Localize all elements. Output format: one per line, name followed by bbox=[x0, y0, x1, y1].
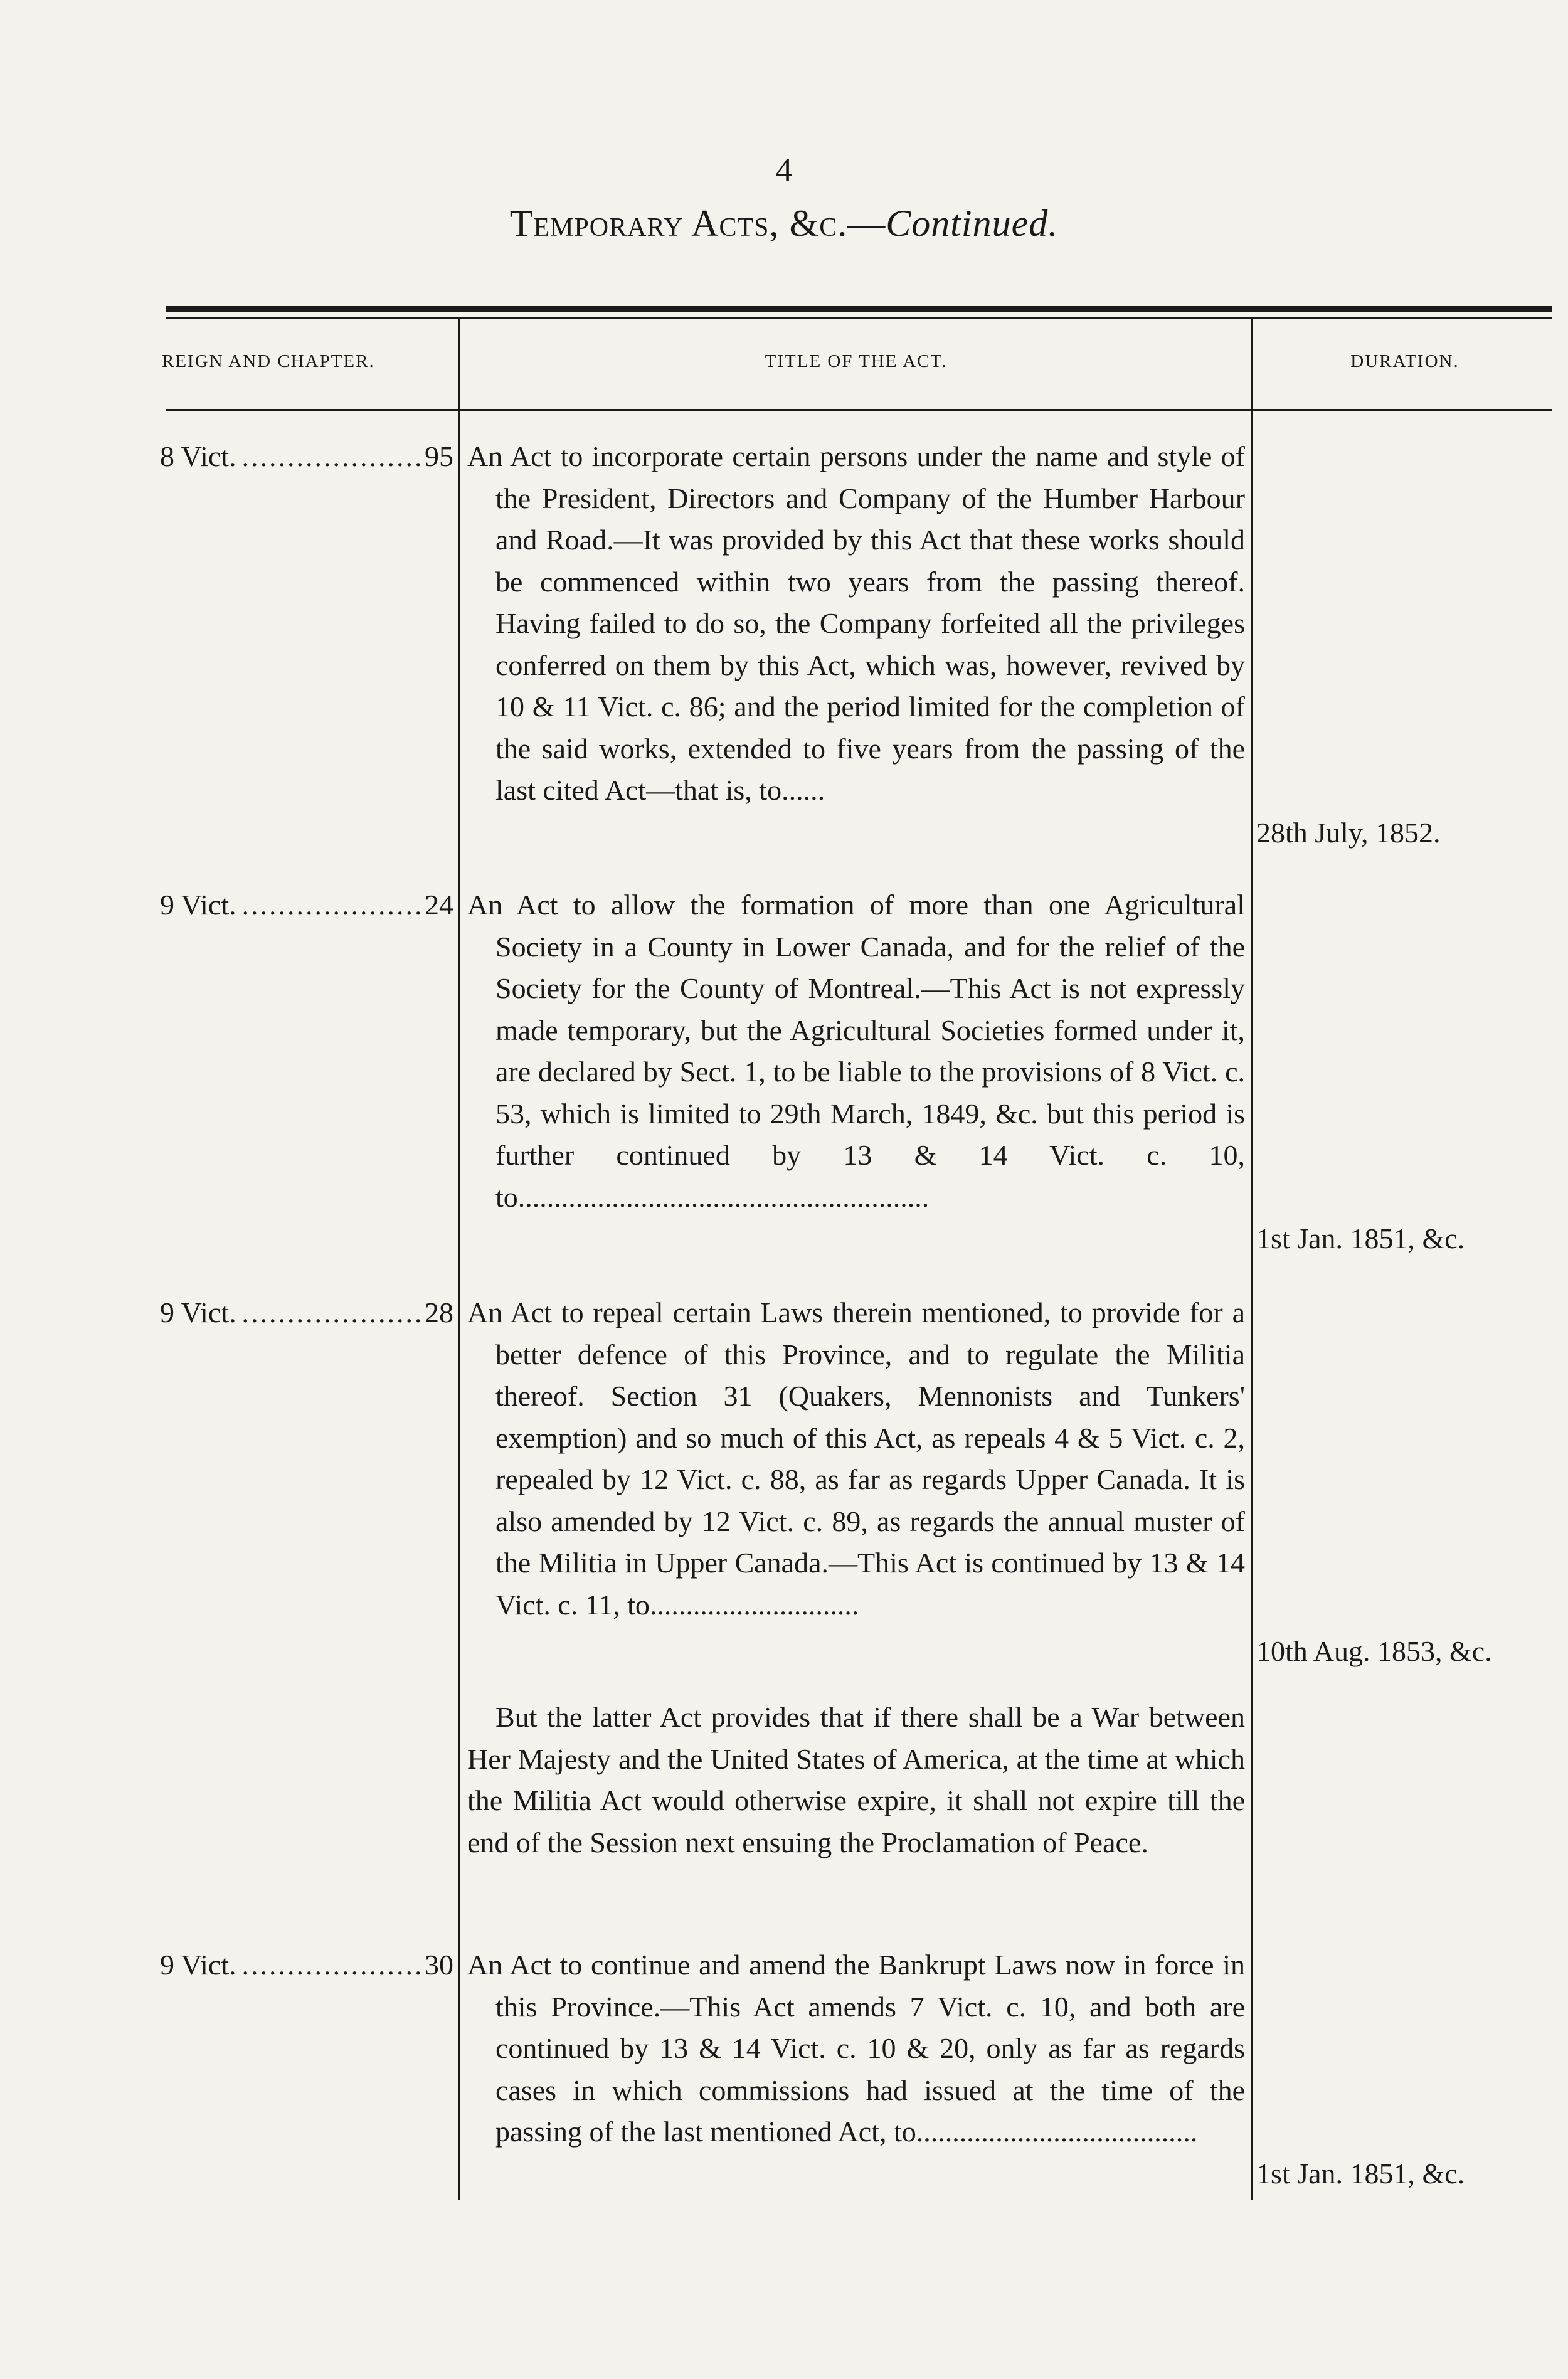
chapter-number: 28 bbox=[422, 1292, 453, 1334]
column-divider-right bbox=[1251, 319, 1253, 2200]
column-header-reign: REIGN AND CHAPTER. bbox=[162, 351, 375, 371]
act-title: An Act to incorporate certain persons under the name and style of the President, Directors and Company of the Humber Harbour and Road.—It was provided by this Act that these works should be commenced within two years from the passing thereof. Having failed to do so, the Company forfeited all the privileges conferred on them by this Act, which was, however, revived by 10 & 11 Vict. c. 86; and the period limited for the completion of the said works, extended to five years from the passing of the last cited Act—that is, to...... bbox=[467, 440, 1245, 806]
running-title-continued: Continued. bbox=[886, 203, 1059, 244]
running-title bbox=[0, 202, 1568, 245]
reign-cell bbox=[160, 436, 453, 478]
duration-cell: 1st Jan. 1851, &c. bbox=[1256, 1222, 1465, 1254]
duration-cell: 28th July, 1852. bbox=[1256, 817, 1441, 849]
chapter-number: 24 bbox=[422, 884, 453, 926]
duration-cell: 1st Jan. 1851, &c. bbox=[1256, 2158, 1465, 2190]
page-number: 4 bbox=[775, 151, 793, 189]
duration-cell: 10th Aug. 1853, &c. bbox=[1256, 1635, 1492, 1667]
top-thick-rule bbox=[166, 306, 1552, 312]
column-divider-left bbox=[458, 319, 460, 2200]
reign-name: 9 Vict. bbox=[160, 889, 239, 921]
top-thin-rule bbox=[166, 317, 1552, 319]
act-note: But the latter Act provides that if there shall be a War between Her Majesty and the United States of America, at the time at which the Militia Act would otherwise expire, it shall not expire till the end of the Session next ensuing the Proclamation of Peace. bbox=[467, 1701, 1245, 1858]
reign-name: 8 Vict. bbox=[160, 440, 239, 472]
act-title: An Act to allow the formation of more than one Agricultural Society in a County in Lower Canada, and for the relief of the Society for the County of Montreal.—This Act is not expressly made temporary, but the Agricultural Societies formed under it, are declared by Sect. 1, to be liable to the provisions of 8 Vict. c. 53, which is limited to 29th March, 1849, &c. but this period is further continued by 13 & 14 Vict. c. 10, to......................................................... bbox=[467, 889, 1245, 1213]
reign-cell bbox=[160, 884, 453, 926]
act-title: An Act to continue and amend the Bankrupt Laws now in force in this Province.—This Act amends 7 Vict. c. 10, and both are continued by 13 & 14 Vict. c. 10 & 20, only as far as regards cases in which commissions had issued at the time of the passing of the last mentioned Act, to....................................... bbox=[467, 1949, 1245, 2148]
running-title-main: Temporary Acts, &c.— bbox=[509, 203, 886, 244]
chapter-number: 30 bbox=[422, 1944, 453, 1986]
header-bottom-rule bbox=[166, 409, 1552, 411]
reign-cell bbox=[160, 1944, 453, 1986]
column-header-duration: DURATION. bbox=[1350, 351, 1459, 371]
act-title: An Act to repeal certain Laws therein mentioned, to provide for a better defence of this Province, and to regulate the Militia thereof. Section 31 (Quakers, Mennonists and Tunkers' exemption) and so much of this Act, as repeals 4 & 5 Vict. c. 2, repealed by 12 Vict. c. 88, as far as regards Upper Canada. It is also amended by 12 Vict. c. 89, as regards the annual muster of the Militia in Upper Canada.—This Act is continued by 13 & 14 Vict. c. 11, to............................. bbox=[467, 1296, 1245, 1621]
reign-name: 9 Vict. bbox=[160, 1949, 239, 1981]
chapter-number: 95 bbox=[422, 436, 453, 478]
reign-cell bbox=[160, 1292, 453, 1334]
column-header-title: TITLE OF THE ACT. bbox=[765, 351, 948, 371]
reign-name: 9 Vict. bbox=[160, 1296, 239, 1328]
